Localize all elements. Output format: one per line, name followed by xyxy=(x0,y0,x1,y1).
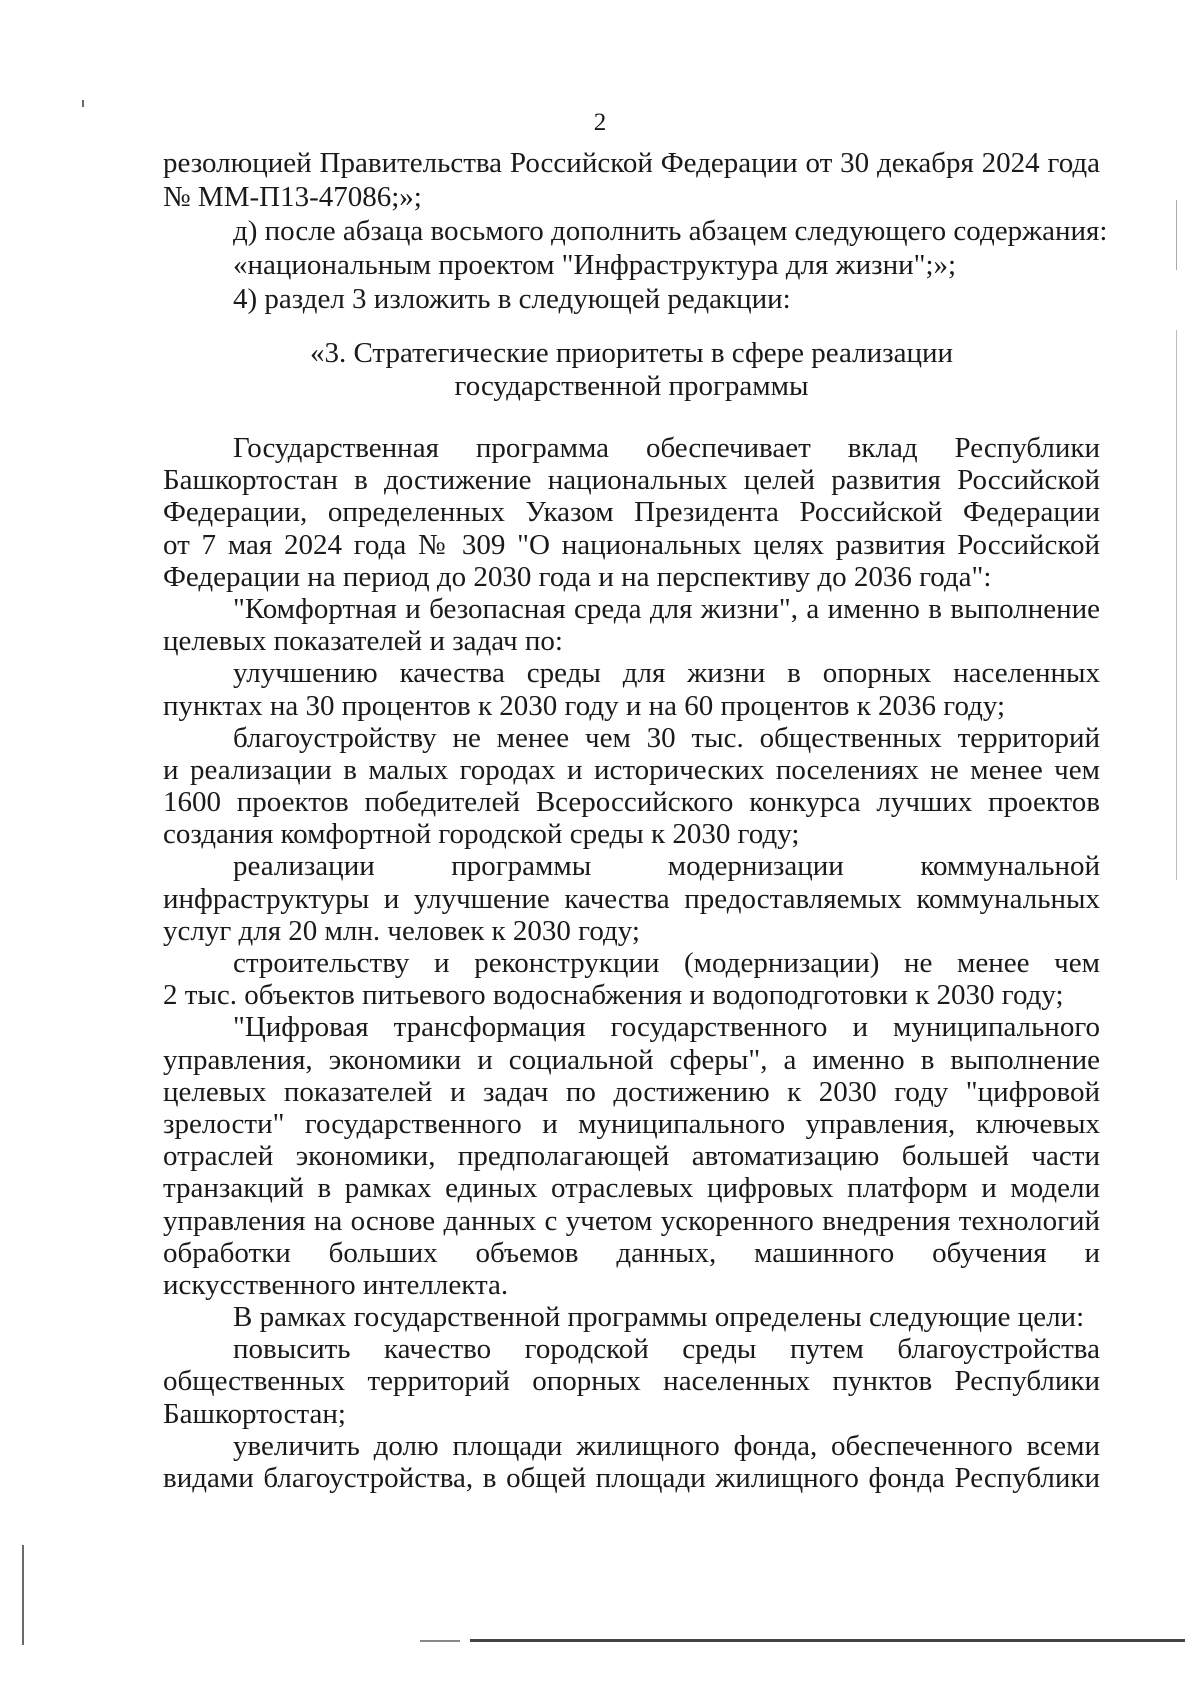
text-line: Башкортостан; xyxy=(163,1397,346,1430)
text-line: общественных территорий опорных населенных пунктов Республики xyxy=(163,1365,1100,1398)
text-line: транзакций в рамках единых отраслевых цифровых платформ и модели xyxy=(163,1172,1100,1205)
text-line: зрелости" государственного и муниципального управления, ключевых xyxy=(163,1107,1100,1140)
text-line: В рамках государственной программы определены следующие цели: xyxy=(233,1301,1085,1334)
text-line: повысить качество городской среды путем благоустройства xyxy=(233,1333,1100,1366)
text-line: управления, экономики и социальной сферы", а именно в выполнение xyxy=(163,1043,1100,1076)
text-line: 1600 проектов победителей Всероссийского конкурса лучших проектов xyxy=(163,786,1100,819)
text-line: Федерации, определенных Указом Президента Российской Федерации xyxy=(163,496,1100,529)
bottom-rule-dash xyxy=(420,1640,460,1642)
text-line: д) после абзаца восьмого дополнить абзацем следующего содержания: xyxy=(233,215,1108,247)
scan-mark xyxy=(82,100,84,107)
section-heading xyxy=(163,337,1100,403)
text-line: "Цифровая трансформация государственного и муниципального xyxy=(233,1011,1100,1044)
text-line: отраслей экономики, предполагающей автоматизацию большей части xyxy=(163,1140,1100,1173)
text-line: благоустройству не менее чем 30 тыс. общественных территорий xyxy=(233,721,1100,754)
bottom-rule xyxy=(470,1639,1185,1642)
scan-edge-mark xyxy=(1176,330,1177,880)
text-line: резолюцией Правительства Российской Федерации от 30 декабря 2024 года xyxy=(163,147,1100,179)
text-line: Башкортостан в достижение национальных целей развития Российской xyxy=(163,464,1100,497)
text-line: 2 тыс. объектов питьевого водоснабжения и водоподготовки к 2030 году; xyxy=(163,979,1064,1012)
scan-edge-mark xyxy=(1176,200,1177,270)
text-line: искусственного интеллекта. xyxy=(163,1268,509,1301)
text-line: и реализации в малых городах и исторических поселениях не менее чем xyxy=(163,753,1100,786)
text-line: Федерации на период до 2030 года и на перспективу до 2036 года": xyxy=(163,560,992,593)
text-line: управления на основе данных с учетом ускоренного внедрения технологий xyxy=(163,1204,1100,1237)
text-line: услуг для 20 млн. человек к 2030 году; xyxy=(163,914,640,947)
text-line: Государственная программа обеспечивает вклад Республики xyxy=(233,432,1100,464)
text-line: строительству и реконструкции (модернизации) не менее чем xyxy=(233,947,1100,979)
text-line: "Комфортная и безопасная среда для жизни", а именно в выполнение xyxy=(233,592,1100,625)
heading-line: «3. Стратегические приоритеты в сфере реализации xyxy=(309,337,954,369)
text-line: видами благоустройства, в общей площади жилищного фонда Республики xyxy=(163,1462,1100,1494)
section-body xyxy=(163,432,1100,1494)
text-line: целевых показателей и задач по: xyxy=(163,625,563,658)
text-line: увеличить долю площади жилищного фонда, обеспеченного всеми xyxy=(233,1429,1100,1462)
scan-edge-mark xyxy=(22,1545,24,1645)
text-line: № ММ-П13-47086;»; xyxy=(163,181,422,213)
heading-line: государственной программы xyxy=(454,370,809,402)
text-line: реализации программы модернизации коммунальной xyxy=(233,850,1100,883)
text-line: создания комфортной городской среды к 2030 году; xyxy=(163,818,800,851)
text-line: пунктах на 30 процентов к 2030 году и на 60 процентов к 2036 году; xyxy=(163,689,1006,722)
intro-paragraph xyxy=(163,146,1108,316)
page-number: 2 xyxy=(593,109,607,136)
text-line: целевых показателей и задач по достижению к 2030 году "цифровой xyxy=(163,1075,1100,1108)
text-line: от 7 мая 2024 года № 309 "О национальных целях развития Российской xyxy=(163,528,1100,561)
text-line: «национальным проектом "Инфраструктура для жизни";»; xyxy=(233,249,957,281)
text-line: улучшению качества среды для жизни в опорных населенных xyxy=(233,657,1100,690)
text-line: 4) раздел 3 изложить в следующей редакции: xyxy=(233,283,791,315)
text-line: обработки больших объемов данных, машинного обучения и xyxy=(163,1236,1100,1269)
text-line: инфраструктуры и улучшение качества предоставляемых коммунальных xyxy=(163,882,1100,915)
